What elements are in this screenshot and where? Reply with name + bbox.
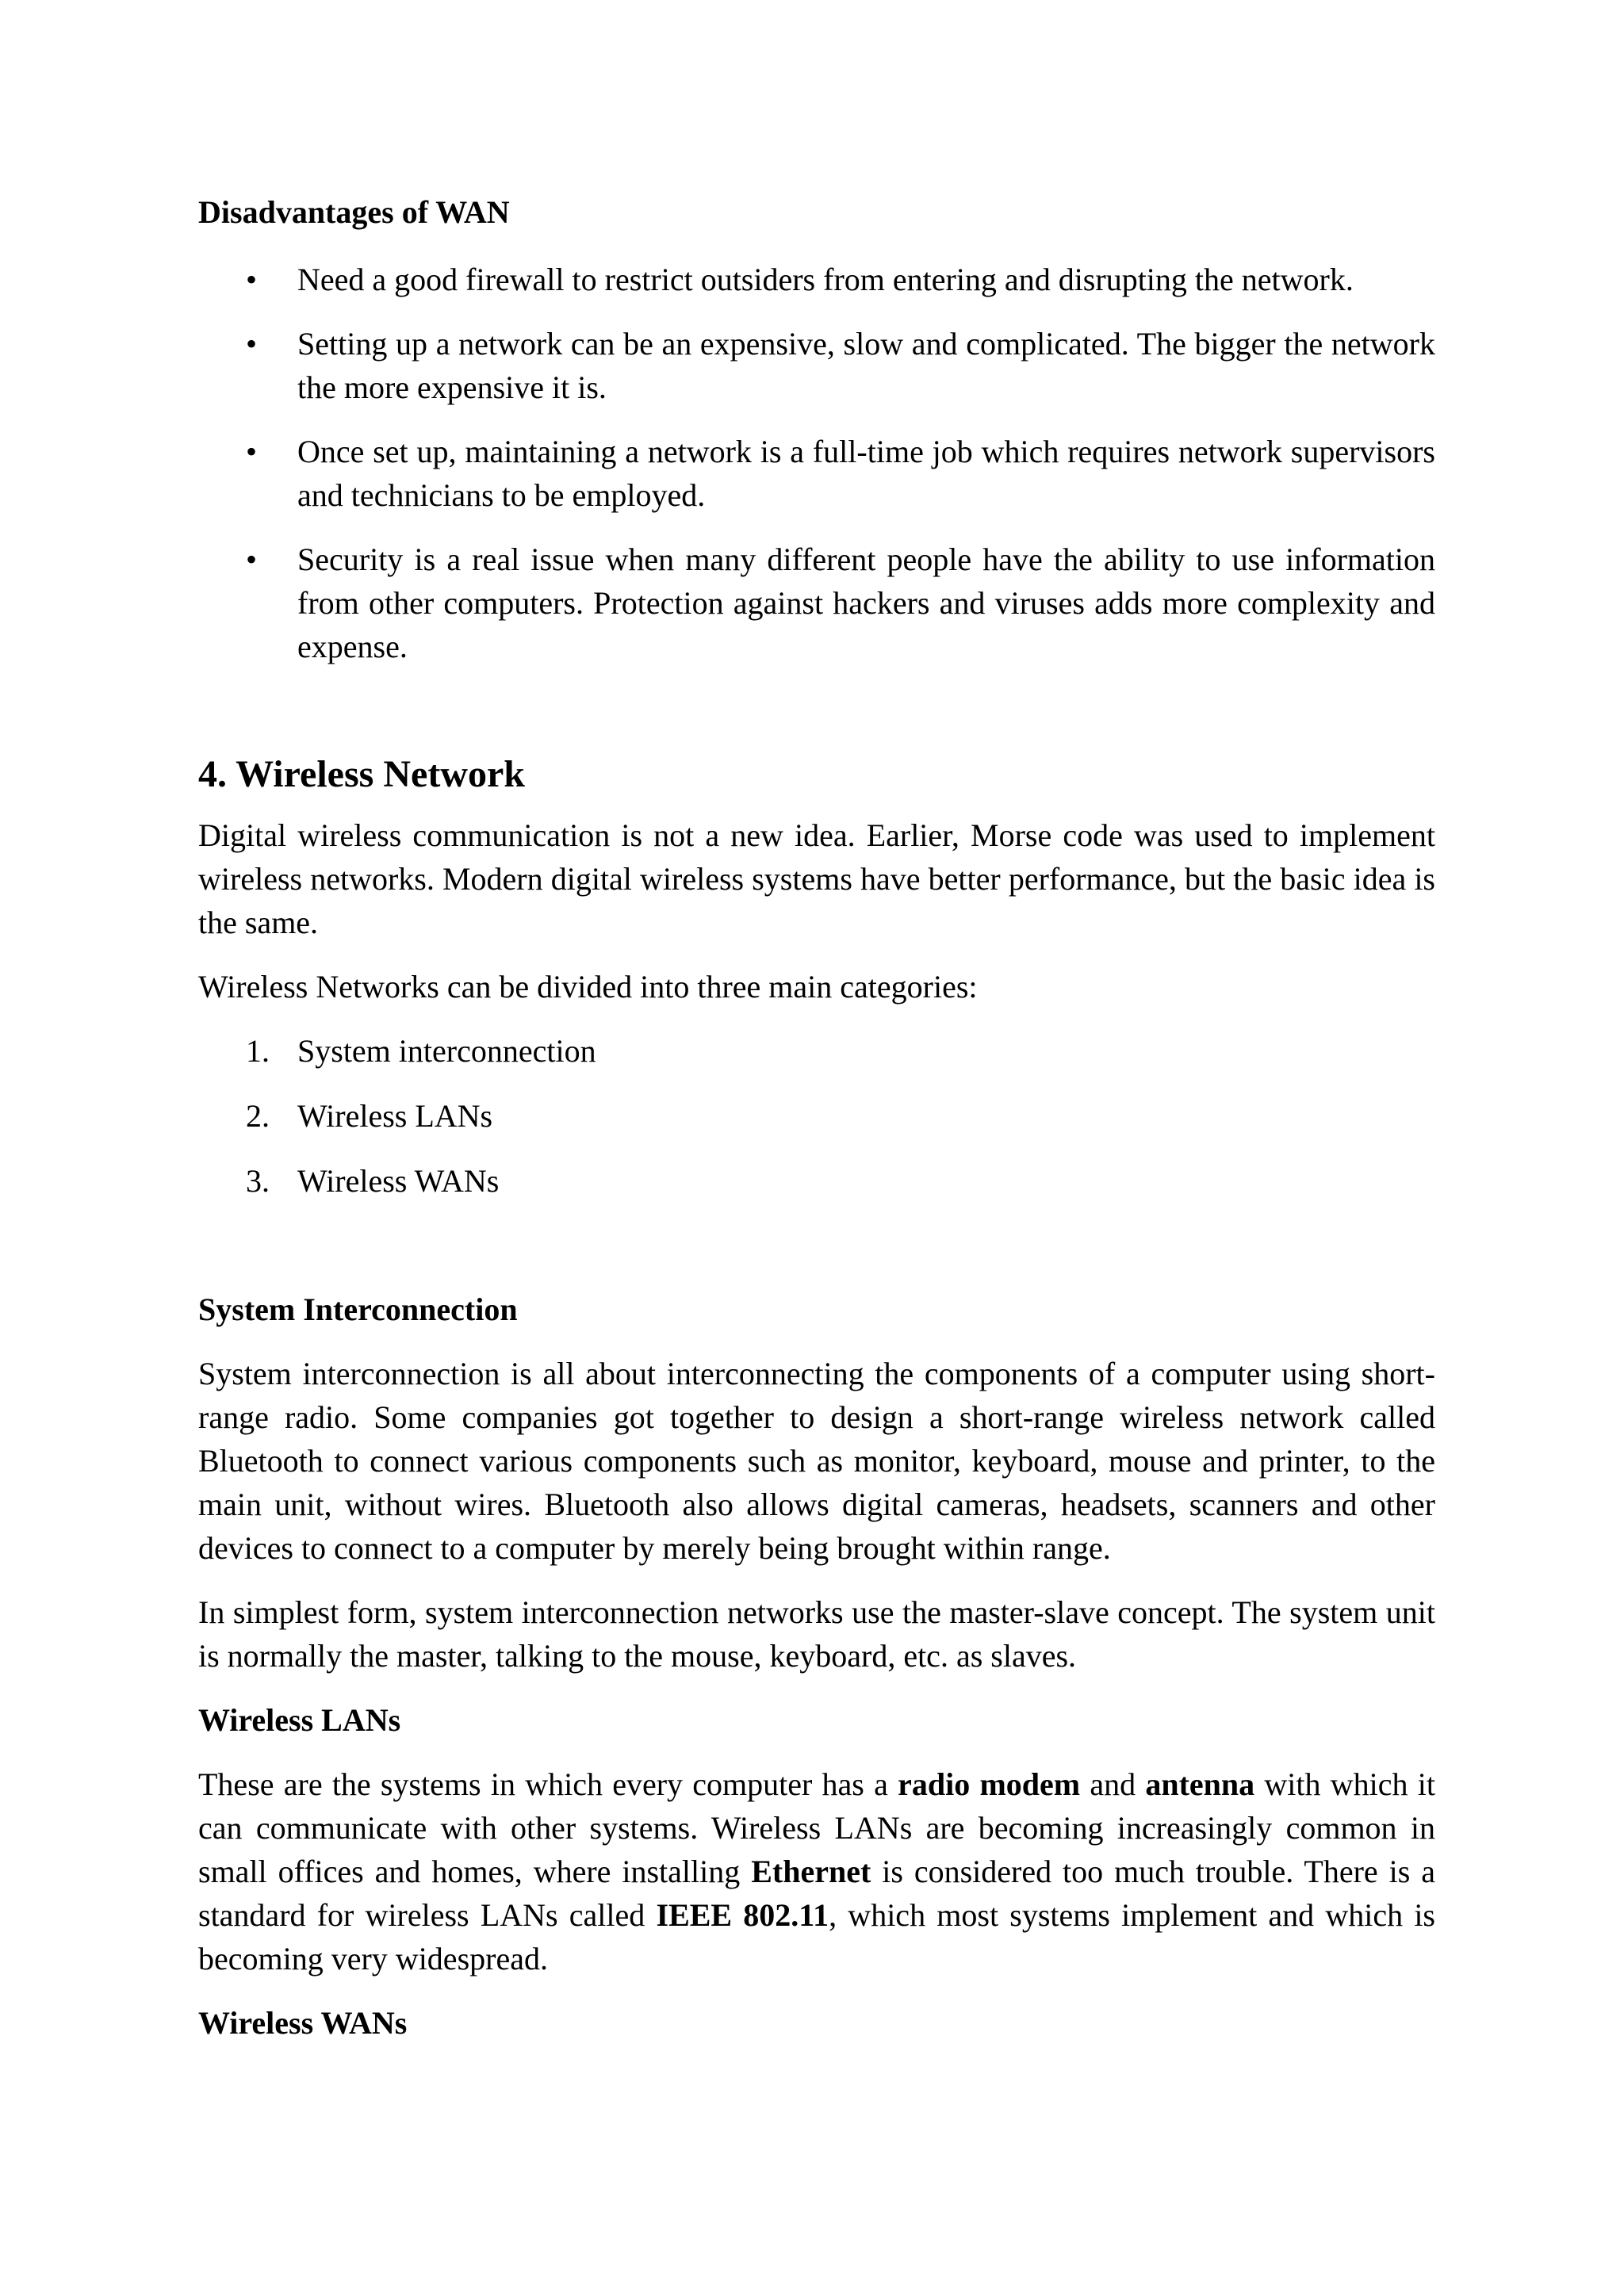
- text-segment: is considered too much trouble. There is a standard for wireless LANs called: [198, 1854, 1435, 1933]
- system-interconnection-heading: System Interconnection: [198, 1292, 518, 1327]
- list-item: [198, 538, 1435, 668]
- wireless-lans-heading: Wireless LANs: [198, 1702, 401, 1738]
- list-item: [198, 430, 1435, 517]
- system-interconnection-paragraph-1: System interconnection is all about interconnecting the components of a computer using short-range radio. Some companies got together to design a short-range wireless network called Bluetooth to connect various components such as monitor, keyboard, mouse and printer, to the main unit, without wires. Bluetooth also allows digital cameras, headsets, scanners and other devices to connect to a computer by merely being brought within range.: [198, 1356, 1435, 1566]
- list-item-text: Security is a real issue when many different people have the ability to use information from other computers. Protection against hackers and viruses adds more complexity and expense.: [297, 541, 1435, 664]
- list-number: 1.: [246, 1033, 270, 1069]
- wireless-lans-paragraph: [198, 1762, 1435, 1980]
- bold-term: radio modem: [898, 1766, 1081, 1802]
- wireless-categories-list: [198, 1029, 1435, 1203]
- list-item-text: System interconnection: [297, 1033, 596, 1069]
- list-item: [198, 1029, 1435, 1073]
- list-item: [198, 1094, 1435, 1138]
- text-segment: These are the systems in which every computer has a: [198, 1766, 898, 1802]
- list-item-text: Setting up a network can be an expensive, slow and complicated. The bigger the network the more expensive it is.: [297, 326, 1435, 405]
- bold-term: IEEE 802.11: [656, 1897, 829, 1933]
- list-item-text: Wireless WANs: [297, 1163, 500, 1199]
- list-item-text: Once set up, maintaining a network is a full-time job which requires network supervisors and technicians to be employed.: [297, 434, 1435, 513]
- bullet-icon: •: [246, 541, 258, 577]
- list-item: [198, 258, 1435, 301]
- list-number: 3.: [246, 1163, 270, 1199]
- wireless-network-intro: Digital wireless communication is not a new idea. Earlier, Morse code was used to implement wireless networks. Modern digital wireless systems have better performance, but the basic idea is the same.: [198, 817, 1435, 940]
- page-content: [198, 190, 1435, 2045]
- bullet-icon: •: [246, 262, 258, 297]
- wan-disadvantages-list: [198, 258, 1435, 668]
- bold-term: antenna: [1145, 1766, 1255, 1802]
- system-interconnection-paragraph-2: In simplest form, system interconnection networks use the master-slave concept. The system unit is normally the master, talking to the mouse, keyboard, etc. as slaves.: [198, 1594, 1435, 1674]
- wireless-network-heading: 4. Wireless Network: [198, 753, 525, 795]
- bold-term: Ethernet: [751, 1854, 871, 1889]
- list-item: [198, 1159, 1435, 1203]
- list-item: [198, 322, 1435, 409]
- bullet-icon: •: [246, 434, 258, 469]
- bullet-icon: •: [246, 326, 258, 362]
- list-number: 2.: [246, 1098, 270, 1134]
- text-segment: with which it can communicate with other systems. Wireless LANs are becoming increasingly common in small offices and homes, where installing: [198, 1766, 1435, 1889]
- text-segment: and: [1080, 1766, 1146, 1802]
- list-item-text: Wireless LANs: [297, 1098, 493, 1134]
- wireless-wans-heading: Wireless WANs: [198, 2005, 408, 2041]
- wireless-categories-intro: Wireless Networks can be divided into three main categories:: [198, 969, 978, 1004]
- list-item-text: Need a good firewall to restrict outsiders from entering and disrupting the network.: [297, 262, 1354, 297]
- text-segment: , which most systems implement and which is becoming very widespread.: [198, 1897, 1436, 1976]
- wan-disadvantages-heading: Disadvantages of WAN: [198, 194, 510, 230]
